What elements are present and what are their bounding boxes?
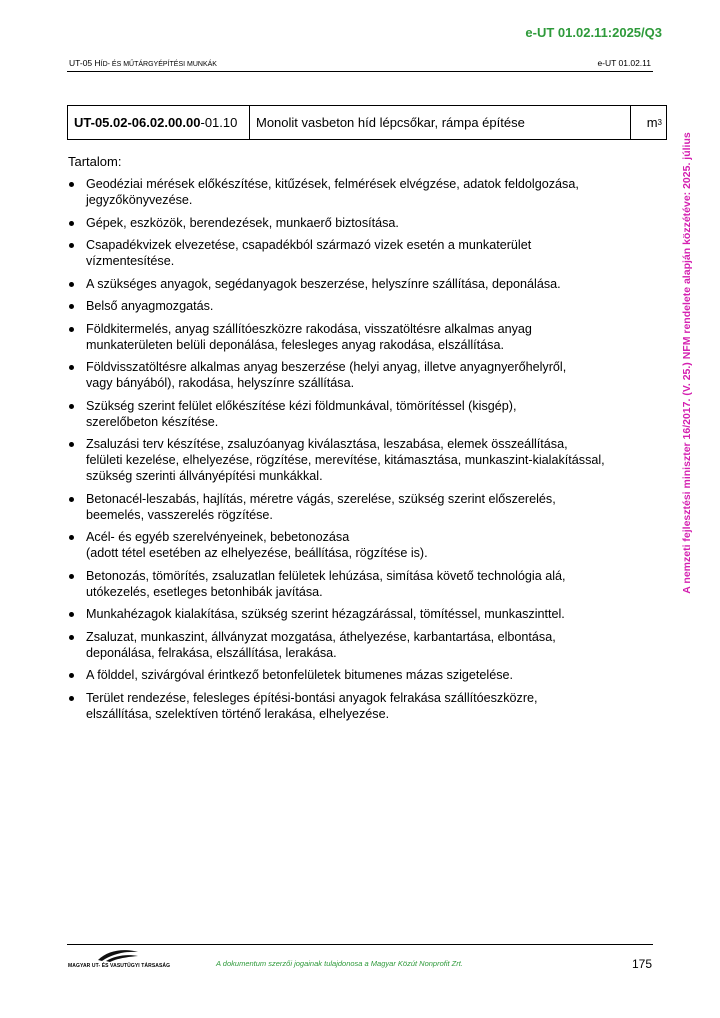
bullet-item [66,606,646,622]
logo-swoosh-icon [96,948,140,962]
bullet-item [66,568,646,600]
bullet-icon [69,673,74,678]
bullet-text: Terület rendezése, felesleges építési-bontási anyagok felrakása szállítóeszközre, elszállítása, szelektíven történő lerakása, elhelyezése. [86,690,538,721]
bullet-item [66,629,646,661]
bullet-icon [69,182,74,187]
item-table [67,105,667,140]
bullet-text: Belső anyagmozgatás. [86,299,214,313]
bullet-item [66,176,646,208]
bullet-item [66,321,646,353]
item-code [68,106,250,139]
bullet-icon [69,404,74,409]
bullet-item [66,690,646,722]
bullet-text: Zsaluzat, munkaszint, állványzat mozgatása, áthelyezése, karbantartása, elbontása, deponálása, felrakása, elszállítása, lerakása. [86,629,556,660]
bullet-icon [69,442,74,447]
bullet-text: A földdel, szivárgóval érintkező betonfelületek bitumenes mázas szigetelése. [86,668,514,682]
organization-name: MAGYAR UT- ÉS VASUTÜGYI TÁRSASÁG [68,963,171,969]
bullet-icon [69,535,74,540]
header-chapter-prefix: UT-05 H [69,58,101,68]
header-standard-ref: e-UT 01.02.11 [597,58,651,68]
publication-note-text: A nemzeti fejlesztési miniszter 16/2017. (V. 25.) NFM rendelete alapján közzétéve: 2025. július [681,132,693,594]
copyright-notice: A dokumentum szerzői jogainak tulajdonosa a Magyar Közút Nonprofit Zrt. [216,959,463,968]
bullet-icon [69,497,74,502]
running-header [67,58,653,72]
bullet-text: Csapadékvizek elvezetése, csapadékból származó vizek esetén a munkaterület vízmentesítése. [86,238,532,268]
footer-divider [67,944,653,945]
unit-base: m [646,115,658,130]
bullet-icon [69,221,74,226]
bullet-text: Gépek, eszközök, berendezések, munkaerő biztosítása. [86,215,399,230]
bullet-icon [69,327,74,332]
bullet-icon [69,304,74,309]
item-title: Monolit vasbeton híd lépcsőkar, rámpa építése [250,106,631,139]
page-number: 175 [631,957,652,971]
bullet-text: Földvisszatöltésre alkalmas anyag beszerzése (helyi anyag, illetve anyagnyerőhelyről, vagy bányából), rakodása, helyszínre szállítása. [86,360,567,390]
header-chapter [69,58,217,68]
bullet-text: Betonozás, tömörítés, zsaluzatlan felületek lehúzása, simítása követő technológia alá, utókezelés, esetleges betonhibák javítása. [86,568,566,599]
bullet-text: Munkahézagok kialakítása, szükség szerint hézagzárással, tömítéssel, munkaszinttel. [86,607,565,621]
header-chapter-title: ÍD- ÉS MŰTÁRGYÉPÍTÉSI MUNKÁK [100,61,217,68]
bullet-item [66,298,646,314]
bullet-icon [69,696,74,701]
bullet-text: Zsaluzási terv készítése, zsaluzóanyag kiválasztása, leszabása, elemek összeállítása, felületi kezelése, elhelyezése, rögzítése, merevítése, kitámasztása, munkaszint-kialakítással, szükség szerinti állványépítési munkákkal. [86,437,605,483]
bullet-text: Acél- és egyéb szerelvényeinek, bebetonozása (adott tétel esetében az elhelyezése, beállítása, rögzítése is). [86,530,428,560]
item-code-suffix: -01.10 [200,115,238,130]
bullet-item [66,436,646,484]
content-bullet-list [66,176,646,728]
bullet-text: Geodéziai mérések előkészítése, kitűzések, felmérések elvégzése, adatok feldolgozása, jegyzőkönyvezése. [86,177,579,207]
bullet-item [66,529,646,561]
item-code-main: UT-05.02-06.02.00.00 [74,115,201,130]
bullet-icon [69,243,74,248]
bullet-text: Szükség szerint felület előkészítése kézi földmunkával, tömörítéssel (kisgép), szerelőbeton készítése. [86,398,517,429]
bullet-item [66,359,646,391]
bullet-item [66,237,646,269]
bullet-icon [69,574,74,579]
bullet-item [66,491,646,523]
bullet-icon [69,635,74,640]
bullet-icon [69,282,74,287]
bullet-icon [69,612,74,617]
bullet-item [66,398,646,430]
content-label: Tartalom: [68,154,122,169]
bullet-text: Betonacél-leszabás, hajlítás, méretre vágás, szerelése, szükség szerint előszerelés, beemelés, vasszerelés rögzítése. [86,491,556,522]
bullet-item [66,276,646,292]
bullet-item [66,667,646,683]
bullet-item [66,215,646,231]
bullet-text: A szükséges anyagok, segédanyagok beszerzése, helyszínre szállítása, deponálása. [86,276,561,291]
bullet-icon [69,365,74,370]
item-unit: m 3 [646,115,662,130]
publication-note [675,98,699,628]
organization-logo [68,948,171,974]
bullet-text: Földkitermelés, anyag szállítóeszközre rakodása, visszatöltésre alkalmas anyag munkaterületen belüli deponálása, felesleges anyag rakodása, elszállítása. [86,321,532,352]
document-code: e-UT 01.02.11:2025/Q3 [525,25,662,40]
